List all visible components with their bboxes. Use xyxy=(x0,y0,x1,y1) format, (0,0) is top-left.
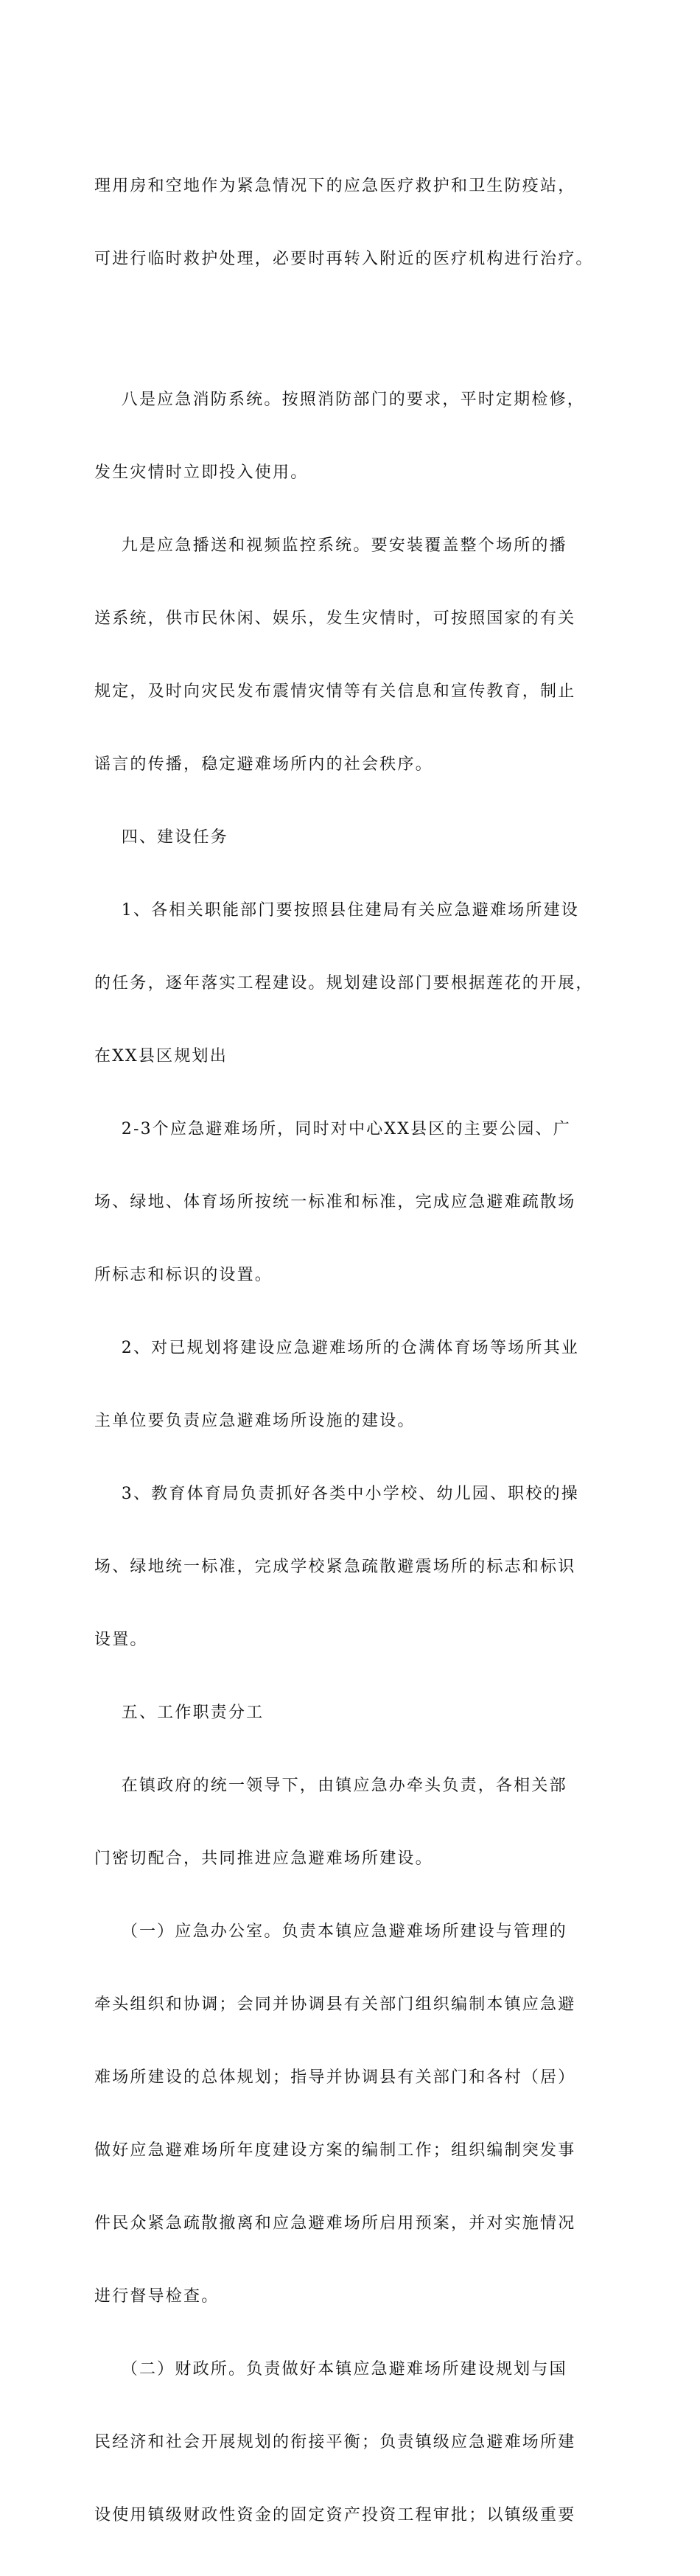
text-line: 设置。 xyxy=(94,1631,148,1649)
text-line: 2、对已规划将建设应急避难场所的仓满体育场等场所其业 xyxy=(94,1339,579,1357)
text-line: 谣言的传播，稳定避难场所内的社会秩序。 xyxy=(94,755,433,774)
text-line: 规定，及时向灾民发布震情灾情等有关信息和宣传教育，制止 xyxy=(94,682,576,701)
text-line: 进行督导检查。 xyxy=(94,2287,220,2306)
text-line: 理用房和空地作为紧急情况下的应急医疗救护和卫生防疫站， xyxy=(94,177,576,195)
text-line: 3、教育体育局负责抓好各类中小学校、幼儿园、职校的操 xyxy=(94,1485,579,1503)
text-line: 送系统，供市民休闲、娱乐，发生灾情时，可按照国家的有关 xyxy=(94,609,576,628)
paragraph-gap xyxy=(94,320,617,339)
text-line: 1、各相关职能部门要按照县住建局有关应急避难场所建设 xyxy=(94,901,579,920)
section-heading: 五、工作职责分工 xyxy=(94,1704,265,1722)
text-line: 难场所建设的总体规划；指导并协调县有关部门和各村（居） xyxy=(94,2068,576,2087)
text-line: 主单位要负责应急避难场所设施的建设。 xyxy=(94,1412,416,1430)
text-line: 门密切配合，共同推进应急避难场所建设。 xyxy=(94,1849,433,1868)
text-line: 民经济和社会开展规划的衔接平衡；负责镇级应急避难场所建 xyxy=(94,2433,576,2451)
text-line: 的任务，逐年落实工程建设。规划建设部门要根据莲花的开展， xyxy=(94,974,594,993)
text-line: 2-3个应急避难场所，同时对中心XX县区的主要公园、广 xyxy=(94,1120,571,1138)
section-heading: 四、建设任务 xyxy=(94,828,228,847)
text-line: 牵头组织和协调；会同并协调县有关部门组织编制本镇应急避 xyxy=(94,1995,576,2014)
text-line: （一）应急办公室。负责本镇应急避难场所建设与管理的 xyxy=(94,1922,567,1941)
document-body xyxy=(94,125,617,2576)
text-line: 设使用镇级财政性资金的固定资产投资工程审批；以镇级重要 xyxy=(94,2506,576,2524)
text-line: 发生灾情时立即投入使用。 xyxy=(94,463,309,482)
text-line: 八是应急消防系统。按照消防部门的要求，平时定期检修， xyxy=(94,391,585,409)
text-line: 在镇政府的统一领导下，由镇应急办牵头负责，各相关部 xyxy=(94,1777,567,1795)
text-line: （二）财政所。负责做好本镇应急避难场所建设规划与国 xyxy=(94,2360,567,2379)
text-line: 场、绿地统一标准，完成学校紧急疏散避震场所的标志和标识 xyxy=(94,1558,576,1576)
text-line: 场、绿地、体育场所按统一标准和标准，完成应急避难疏散场 xyxy=(94,1193,576,1211)
text-line: 在XX县区规划出 xyxy=(94,1047,228,1065)
text-line: 九是应急播送和视频监控系统。要安装覆盖整个场所的播 xyxy=(94,536,567,555)
text-line: 件民众紧急疏散撤离和应急避难场所启用预案，并对实施情况 xyxy=(94,2214,576,2233)
text-line: 所标志和标识的设置。 xyxy=(94,1266,273,1284)
text-line: 做好应急避难场所年度建设方案的编制工作；组织编制突发事 xyxy=(94,2141,576,2160)
text-line: 可进行临时救护处理，必要时再转入附近的医疗机构进行治疗。 xyxy=(94,250,594,268)
